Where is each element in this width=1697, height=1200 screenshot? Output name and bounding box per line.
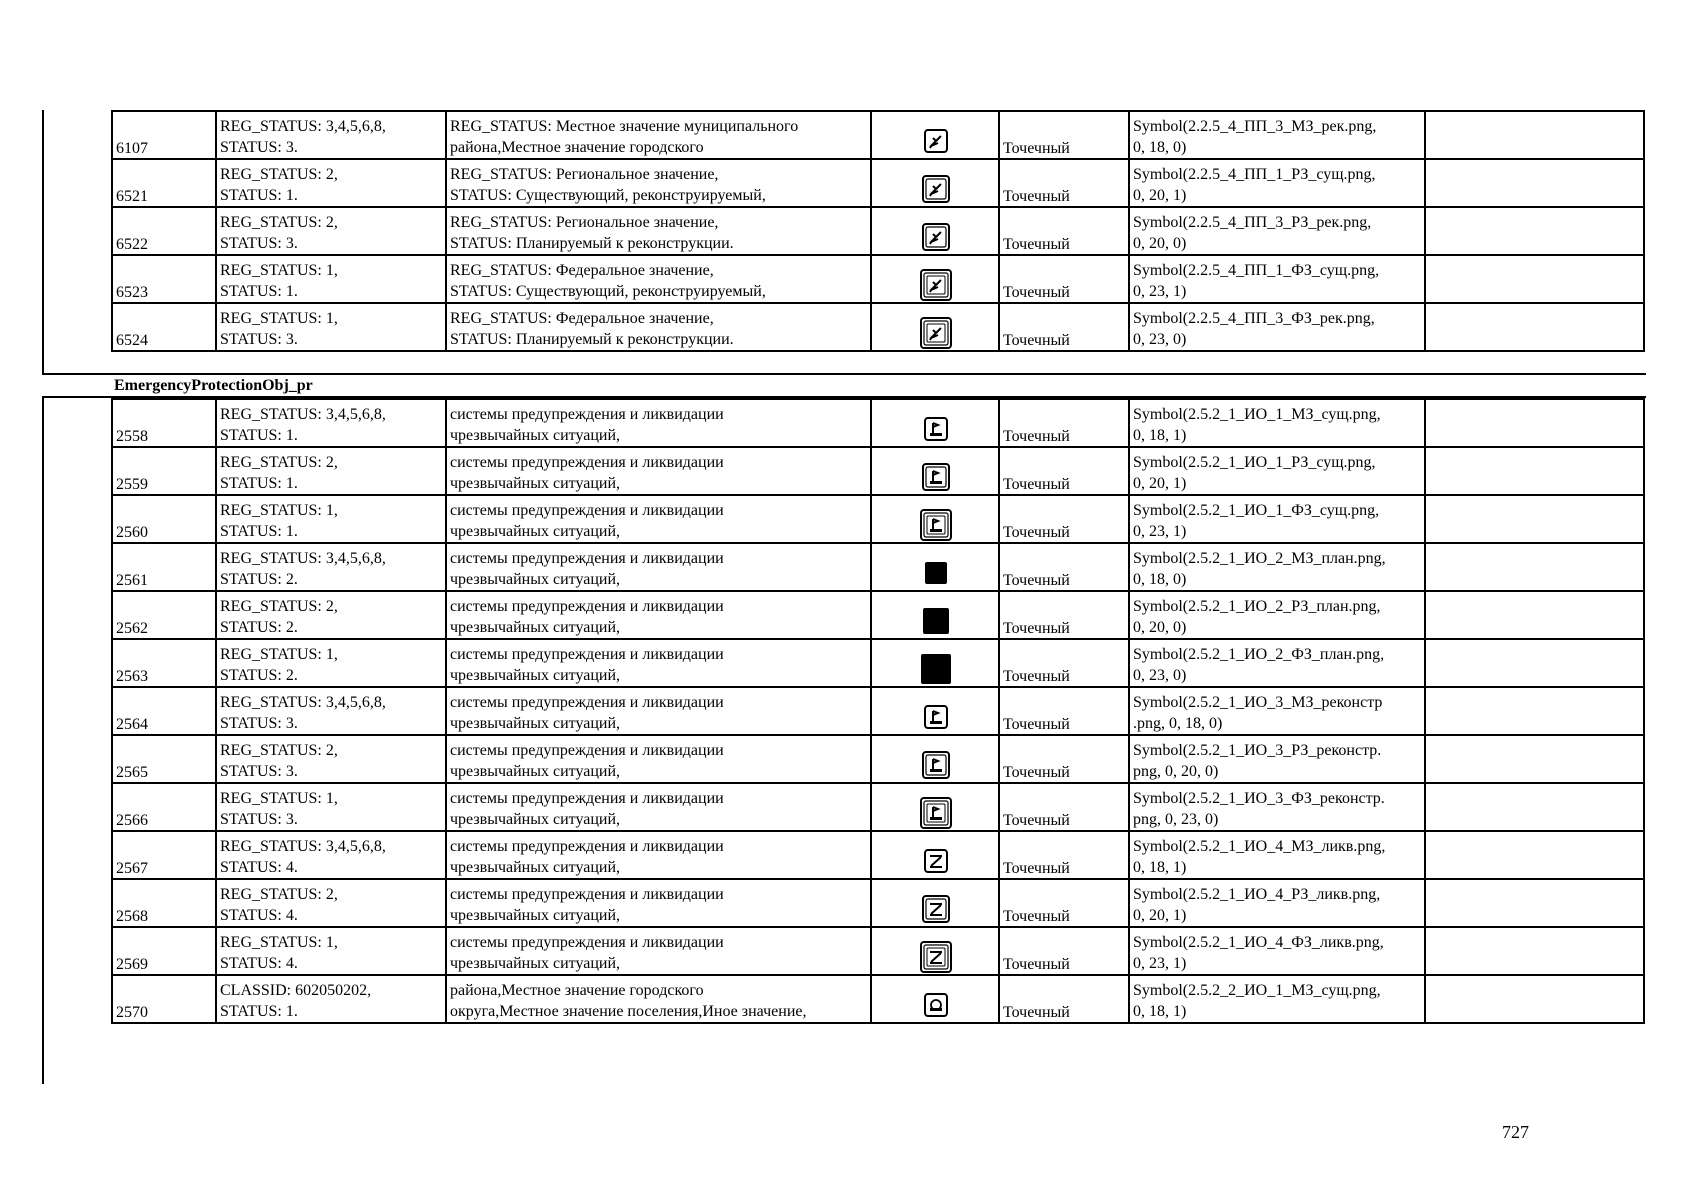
description-cell: [446, 399, 871, 447]
table-row: [112, 927, 1644, 975]
style-line: 0, 18, 0): [1133, 139, 1187, 156]
condition-line: STATUS: 3.: [220, 811, 298, 828]
group-title: EmergencyProtectionObj_pr: [114, 377, 313, 394]
row-id: 2565: [112, 735, 216, 783]
condition-cell: [216, 255, 446, 303]
symbol-cell: [871, 639, 999, 687]
style-line: 0, 23, 0): [1133, 667, 1187, 684]
condition-line: REG_STATUS: 1,: [220, 502, 338, 519]
row-id: 6522: [112, 207, 216, 255]
condition-line: REG_STATUS: 3,4,5,6,8,: [220, 118, 386, 135]
style-line: Symbol(2.5.2_1_ИО_1_МЗ_сущ.png,: [1133, 406, 1381, 423]
style-cell: [1129, 927, 1425, 975]
description-line: системы предупреждения и ликвидации: [450, 550, 724, 567]
condition-cell: [216, 207, 446, 255]
style-line: 0, 20, 0): [1133, 619, 1187, 636]
symbol-cell: [871, 879, 999, 927]
row-id: 2562: [112, 591, 216, 639]
empty-cell: [1425, 255, 1644, 303]
empty-cell: [1425, 399, 1644, 447]
style-line: 0, 23, 1): [1133, 523, 1187, 540]
style-cell: [1129, 879, 1425, 927]
style-line: Symbol(2.2.5_4_ПП_1_ФЗ_сущ.png,: [1133, 262, 1380, 279]
condition-cell: [216, 303, 446, 351]
symbol-cell: [871, 255, 999, 303]
description-line: системы предупреждения и ликвидации: [450, 454, 724, 471]
row-id: 6524: [112, 303, 216, 351]
io-federal-planned-icon: [875, 652, 996, 686]
io-regional-planned-icon: [875, 604, 996, 638]
empty-cell: [1425, 927, 1644, 975]
empty-cell: [1425, 879, 1644, 927]
io-federal-existing-icon: [875, 508, 996, 542]
condition-cell: [216, 399, 446, 447]
style-line: 0, 18, 0): [1133, 571, 1187, 588]
pp-regional-reconstruct-icon: [875, 220, 996, 254]
style-line: 0, 23, 1): [1133, 283, 1187, 300]
geometry-type: Точечный: [999, 111, 1129, 159]
geometry-type: Точечный: [999, 975, 1129, 1023]
condition-line: REG_STATUS: 1,: [220, 646, 338, 663]
style-line: 0, 20, 0): [1133, 235, 1187, 252]
description-cell: [446, 735, 871, 783]
style-line: Symbol(2.5.2_1_ИО_2_ФЗ_план.png,: [1133, 646, 1385, 663]
table-row: [112, 879, 1644, 927]
table-row: [112, 591, 1644, 639]
condition-line: REG_STATUS: 1,: [220, 262, 338, 279]
empty-cell: [1425, 783, 1644, 831]
description-cell: [446, 159, 871, 207]
description-line: чрезвычайных ситуаций,: [450, 571, 621, 588]
style-line: .png, 0, 18, 0): [1133, 715, 1223, 732]
row-id: 2567: [112, 831, 216, 879]
condition-line: STATUS: 3.: [220, 139, 298, 156]
io-municipal-reconstruct-icon: [875, 700, 996, 734]
symbol-cell: [871, 303, 999, 351]
condition-line: REG_STATUS: 2,: [220, 454, 338, 471]
geometry-type: Точечный: [999, 639, 1129, 687]
pp-regional-existing-icon: [875, 172, 996, 206]
description-line: REG_STATUS: Федеральное значение,: [450, 310, 714, 327]
style-line: 0, 18, 1): [1133, 427, 1187, 444]
table-row: [112, 303, 1644, 351]
empty-cell: [1425, 639, 1644, 687]
condition-cell: [216, 543, 446, 591]
empty-cell: [1425, 543, 1644, 591]
condition-cell: [216, 111, 446, 159]
geometry-type: Точечный: [999, 495, 1129, 543]
description-cell: [446, 687, 871, 735]
symbol-cell: [871, 831, 999, 879]
symbol-cell: [871, 975, 999, 1023]
condition-line: STATUS: 1.: [220, 187, 298, 204]
style-cell: [1129, 783, 1425, 831]
symbol-cell: [871, 111, 999, 159]
description-line: чрезвычайных ситуаций,: [450, 667, 621, 684]
symbol-cell: [871, 735, 999, 783]
condition-cell: [216, 447, 446, 495]
style-line: Symbol(2.5.2_1_ИО_3_МЗ_реконстр: [1133, 694, 1383, 711]
condition-line: REG_STATUS: 2,: [220, 214, 338, 231]
style-table-bottom: [111, 398, 1645, 1024]
condition-cell: [216, 879, 446, 927]
table-row: [112, 735, 1644, 783]
style-cell: [1129, 543, 1425, 591]
condition-cell: [216, 831, 446, 879]
description-line: района,Местное значение городского: [450, 139, 704, 156]
condition-line: REG_STATUS: 2,: [220, 166, 338, 183]
symbol-cell: [871, 447, 999, 495]
condition-cell: [216, 495, 446, 543]
condition-line: REG_STATUS: 1,: [220, 790, 338, 807]
io-municipal-existing-2-icon: [875, 988, 996, 1022]
description-line: системы предупреждения и ликвидации: [450, 646, 724, 663]
geometry-type: Точечный: [999, 447, 1129, 495]
style-cell: [1129, 639, 1425, 687]
description-line: REG_STATUS: Региональное значение,: [450, 166, 719, 183]
condition-line: REG_STATUS: 3,4,5,6,8,: [220, 838, 386, 855]
description-cell: [446, 207, 871, 255]
row-id: 2569: [112, 927, 216, 975]
description-cell: [446, 927, 871, 975]
description-cell: [446, 495, 871, 543]
description-line: системы предупреждения и ликвидации: [450, 502, 724, 519]
style-cell: [1129, 303, 1425, 351]
geometry-type: Точечный: [999, 735, 1129, 783]
style-cell: [1129, 111, 1425, 159]
symbol-cell: [871, 495, 999, 543]
style-line: Symbol(2.5.2_1_ИО_3_ФЗ_реконстр.: [1133, 790, 1385, 807]
page-number: 727: [1502, 1122, 1529, 1142]
table-row: [112, 159, 1644, 207]
empty-cell: [1425, 111, 1644, 159]
description-line: системы предупреждения и ликвидации: [450, 790, 724, 807]
symbol-cell: [871, 687, 999, 735]
condition-cell: [216, 687, 446, 735]
condition-cell: [216, 735, 446, 783]
io-regional-liquidate-icon: [875, 892, 996, 926]
row-id: 2566: [112, 783, 216, 831]
style-line: Symbol(2.5.2_1_ИО_4_МЗ_ликв.png,: [1133, 838, 1386, 855]
row-id: 6521: [112, 159, 216, 207]
description-line: системы предупреждения и ликвидации: [450, 886, 724, 903]
style-cell: [1129, 207, 1425, 255]
table-row: [112, 975, 1644, 1023]
condition-line: STATUS: 1.: [220, 475, 298, 492]
symbol-cell: [871, 207, 999, 255]
empty-cell: [1425, 975, 1644, 1023]
condition-line: STATUS: 3.: [220, 235, 298, 252]
style-line: png, 0, 20, 0): [1133, 763, 1219, 780]
condition-line: REG_STATUS: 3,4,5,6,8,: [220, 694, 386, 711]
description-line: STATUS: Существующий, реконструируемый,: [450, 283, 766, 300]
condition-line: REG_STATUS: 3,4,5,6,8,: [220, 406, 386, 423]
geometry-type: Точечный: [999, 591, 1129, 639]
left-margin-bar-bottom: [42, 398, 44, 1084]
style-cell: [1129, 735, 1425, 783]
style-table-top: [111, 110, 1645, 352]
condition-cell: [216, 783, 446, 831]
geometry-type: Точечный: [999, 303, 1129, 351]
style-line: Symbol(2.5.2_1_ИО_4_РЗ_ликв.png,: [1133, 886, 1381, 903]
geometry-type: Точечный: [999, 207, 1129, 255]
description-line: системы предупреждения и ликвидации: [450, 406, 724, 423]
condition-line: STATUS: 4.: [220, 859, 298, 876]
table-row: [112, 255, 1644, 303]
description-cell: [446, 543, 871, 591]
symbol-cell: [871, 783, 999, 831]
description-line: чрезвычайных ситуаций,: [450, 715, 621, 732]
style-cell: [1129, 831, 1425, 879]
left-margin-bar-top: [42, 110, 44, 375]
condition-line: STATUS: 4.: [220, 955, 298, 972]
condition-line: CLASSID: 602050202,: [220, 982, 372, 999]
symbol-cell: [871, 591, 999, 639]
pp-federal-reconstruct-icon: [875, 316, 996, 350]
description-cell: [446, 879, 871, 927]
table-row: [112, 543, 1644, 591]
condition-line: STATUS: 1.: [220, 427, 298, 444]
style-line: 0, 23, 1): [1133, 955, 1187, 972]
description-line: системы предупреждения и ликвидации: [450, 742, 724, 759]
description-cell: [446, 975, 871, 1023]
description-cell: [446, 303, 871, 351]
condition-line: STATUS: 1.: [220, 1003, 298, 1020]
io-municipal-liquidate-icon: [875, 844, 996, 878]
geometry-type: Точечный: [999, 783, 1129, 831]
description-cell: [446, 783, 871, 831]
symbol-cell: [871, 399, 999, 447]
style-cell: [1129, 399, 1425, 447]
io-regional-existing-icon: [875, 460, 996, 494]
row-id: 2568: [112, 879, 216, 927]
description-cell: [446, 255, 871, 303]
description-line: системы предупреждения и ликвидации: [450, 598, 724, 615]
condition-cell: [216, 591, 446, 639]
condition-line: REG_STATUS: 1,: [220, 310, 338, 327]
description-cell: [446, 111, 871, 159]
style-line: 0, 20, 1): [1133, 907, 1187, 924]
empty-cell: [1425, 591, 1644, 639]
row-id: 2558: [112, 399, 216, 447]
style-line: 0, 18, 1): [1133, 1003, 1187, 1020]
description-line: чрезвычайных ситуаций,: [450, 811, 621, 828]
table-row: [112, 399, 1644, 447]
style-line: Symbol(2.5.2_2_ИО_1_МЗ_сущ.png,: [1133, 982, 1381, 999]
row-id: 2561: [112, 543, 216, 591]
condition-line: STATUS: 1.: [220, 283, 298, 300]
condition-cell: [216, 639, 446, 687]
style-cell: [1129, 687, 1425, 735]
pp-federal-existing-icon: [875, 268, 996, 302]
empty-cell: [1425, 303, 1644, 351]
io-regional-reconstruct-icon: [875, 748, 996, 782]
description-line: района,Местное значение городского: [450, 982, 704, 999]
style-line: Symbol(2.5.2_1_ИО_3_РЗ_реконстр.: [1133, 742, 1382, 759]
symbol-cell: [871, 927, 999, 975]
io-municipal-planned-icon: [875, 556, 996, 590]
empty-cell: [1425, 831, 1644, 879]
geometry-type: Точечный: [999, 831, 1129, 879]
description-cell: [446, 591, 871, 639]
style-line: Symbol(2.5.2_1_ИО_4_ФЗ_ликв.png,: [1133, 934, 1384, 951]
condition-line: STATUS: 2.: [220, 619, 298, 636]
description-line: чрезвычайных ситуаций,: [450, 523, 621, 540]
description-line: REG_STATUS: Местное значение муниципального: [450, 118, 799, 135]
empty-cell: [1425, 207, 1644, 255]
description-line: системы предупреждения и ликвидации: [450, 934, 724, 951]
description-line: системы предупреждения и ликвидации: [450, 838, 724, 855]
style-line: Symbol(2.5.2_1_ИО_2_МЗ_план.png,: [1133, 550, 1386, 567]
style-cell: [1129, 255, 1425, 303]
pp-municipal-reconstruct-icon: [875, 124, 996, 158]
io-municipal-existing-icon: [875, 412, 996, 446]
row-id: 2559: [112, 447, 216, 495]
style-line: Symbol(2.2.5_4_ПП_1_РЗ_сущ.png,: [1133, 166, 1376, 183]
description-line: чрезвычайных ситуаций,: [450, 427, 621, 444]
description-line: чрезвычайных ситуаций,: [450, 619, 621, 636]
table-row: [112, 207, 1644, 255]
style-cell: [1129, 495, 1425, 543]
group-separator-top: [42, 373, 1646, 375]
style-line: Symbol(2.5.2_1_ИО_2_РЗ_план.png,: [1133, 598, 1381, 615]
empty-cell: [1425, 735, 1644, 783]
condition-line: REG_STATUS: 2,: [220, 742, 338, 759]
geometry-type: Точечный: [999, 159, 1129, 207]
condition-line: REG_STATUS: 2,: [220, 886, 338, 903]
description-line: округа,Местное значение поселения,Иное значение,: [450, 1003, 807, 1020]
geometry-type: Точечный: [999, 927, 1129, 975]
row-id: 6523: [112, 255, 216, 303]
condition-line: STATUS: 4.: [220, 907, 298, 924]
row-id: 2560: [112, 495, 216, 543]
description-line: системы предупреждения и ликвидации: [450, 694, 724, 711]
description-line: STATUS: Планируемый к реконструкции.: [450, 331, 734, 348]
condition-line: STATUS: 2.: [220, 667, 298, 684]
style-line: Symbol(2.5.2_1_ИО_1_ФЗ_сущ.png,: [1133, 502, 1380, 519]
table-row: [112, 111, 1644, 159]
style-cell: [1129, 447, 1425, 495]
empty-cell: [1425, 687, 1644, 735]
geometry-type: Точечный: [999, 399, 1129, 447]
style-cell: [1129, 975, 1425, 1023]
style-line: 0, 20, 1): [1133, 475, 1187, 492]
condition-cell: [216, 159, 446, 207]
description-line: REG_STATUS: Региональное значение,: [450, 214, 719, 231]
style-line: 0, 18, 1): [1133, 859, 1187, 876]
description-line: STATUS: Планируемый к реконструкции.: [450, 235, 734, 252]
style-line: 0, 20, 1): [1133, 187, 1187, 204]
row-id: 2563: [112, 639, 216, 687]
condition-line: STATUS: 3.: [220, 763, 298, 780]
description-line: чрезвычайных ситуаций,: [450, 475, 621, 492]
row-id: 2564: [112, 687, 216, 735]
description-line: чрезвычайных ситуаций,: [450, 907, 621, 924]
condition-line: STATUS: 3.: [220, 715, 298, 732]
description-cell: [446, 831, 871, 879]
empty-cell: [1425, 495, 1644, 543]
style-cell: [1129, 591, 1425, 639]
condition-line: STATUS: 3.: [220, 331, 298, 348]
description-line: REG_STATUS: Федеральное значение,: [450, 262, 714, 279]
style-line: Symbol(2.2.5_4_ПП_3_МЗ_рек.png,: [1133, 118, 1377, 135]
table-row: [112, 783, 1644, 831]
geometry-type: Точечный: [999, 687, 1129, 735]
style-line: Symbol(2.5.2_1_ИО_1_РЗ_сущ.png,: [1133, 454, 1376, 471]
description-cell: [446, 447, 871, 495]
row-id: 6107: [112, 111, 216, 159]
symbol-cell: [871, 159, 999, 207]
table-row: [112, 639, 1644, 687]
empty-cell: [1425, 447, 1644, 495]
row-id: 2570: [112, 975, 216, 1023]
condition-line: REG_STATUS: 2,: [220, 598, 338, 615]
condition-line: STATUS: 1.: [220, 523, 298, 540]
symbol-cell: [871, 543, 999, 591]
condition-line: STATUS: 2.: [220, 571, 298, 588]
geometry-type: Точечный: [999, 543, 1129, 591]
table-row: [112, 447, 1644, 495]
table-row: [112, 687, 1644, 735]
description-line: STATUS: Существующий, реконструируемый,: [450, 187, 766, 204]
geometry-type: Точечный: [999, 879, 1129, 927]
style-cell: [1129, 159, 1425, 207]
condition-line: REG_STATUS: 3,4,5,6,8,: [220, 550, 386, 567]
table-row: [112, 495, 1644, 543]
style-line: Symbol(2.2.5_4_ПП_3_РЗ_рек.png,: [1133, 214, 1372, 231]
empty-cell: [1425, 159, 1644, 207]
condition-cell: [216, 927, 446, 975]
table-row: [112, 831, 1644, 879]
description-cell: [446, 639, 871, 687]
condition-line: REG_STATUS: 1,: [220, 934, 338, 951]
condition-cell: [216, 975, 446, 1023]
description-line: чрезвычайных ситуаций,: [450, 763, 621, 780]
geometry-type: Точечный: [999, 255, 1129, 303]
io-federal-reconstruct-icon: [875, 796, 996, 830]
io-federal-liquidate-icon: [875, 940, 996, 974]
style-line: Symbol(2.2.5_4_ПП_3_ФЗ_рек.png,: [1133, 310, 1375, 327]
style-line: 0, 23, 0): [1133, 331, 1187, 348]
description-line: чрезвычайных ситуаций,: [450, 955, 621, 972]
style-line: png, 0, 23, 0): [1133, 811, 1219, 828]
description-line: чрезвычайных ситуаций,: [450, 859, 621, 876]
